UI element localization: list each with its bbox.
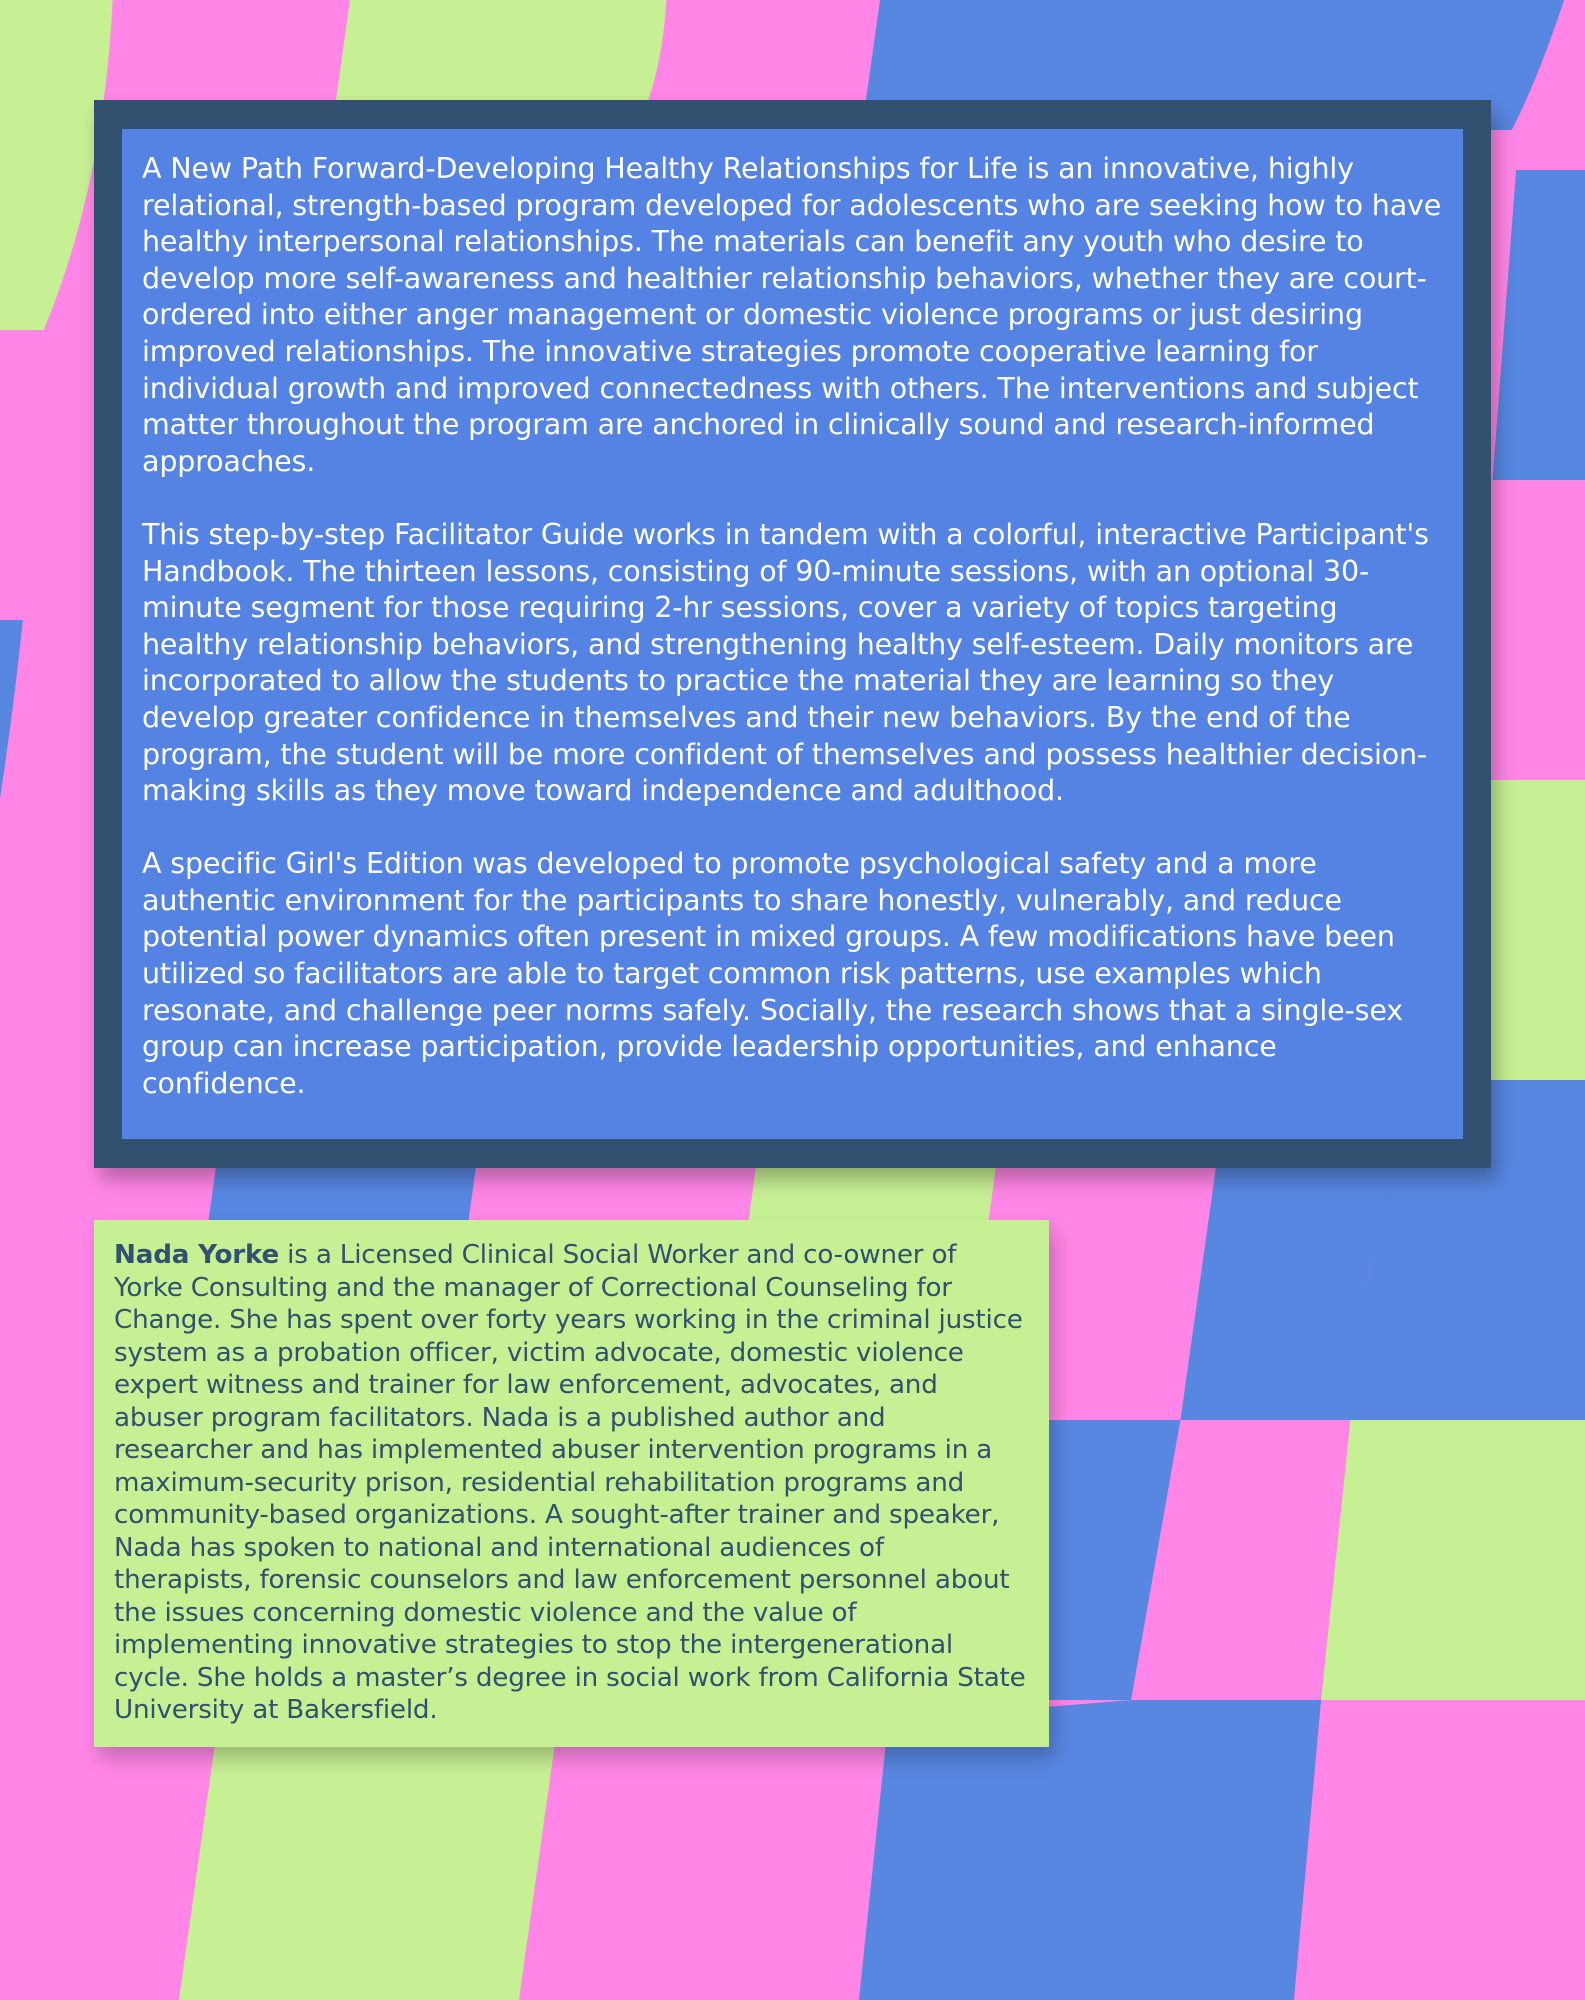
description-paragraph-2: This step-by-step Facilitator Guide works in tandem with a colorful, interactive Participant's Handbook. The thirteen lessons, consisting of 90-minute sessions, with an optional 30-minute segment for those requiring 2-hr sessions, cover a variety of topics targeting healthy relationship behaviors, and strengthening healthy self-esteem. Daily monitors are incorporated to allow the students to practice the material they are learning so they develop greater confidence in themselves and their new behaviors. By the end of the program, the student will be more confident of themselves and possess healthier decision-making skills as they move toward independence and adulthood. bbox=[142, 517, 1429, 808]
author-bio-text: is a Licensed Clinical Social Worker and co-owner of Yorke Consulting and the manager of Correctional Counseling for Change. She has spent over forty years working in the criminal justice system as a probation officer, victim advocate, domestic violence expert witness and trainer for law enforcement, advocates, and abuser program facilitators. Nada is a published author and researcher and has implemented abuser intervention programs in a maximum-security prison, residential rehabilitation programs and community-based organizations. A sought-after trainer and speaker, Nada has spoken to national and international audiences of therapists, forensic counselors and law enforcement personnel about the issues concerning domestic violence and the value of implementing innovative strategies to stop the intergenerational cycle. She holds a master’s degree in social work from California State University at Bakersfield. bbox=[114, 1240, 1026, 1725]
author-bio-paragraph bbox=[114, 1239, 1029, 1727]
program-description-frame bbox=[94, 100, 1491, 1168]
program-description-panel bbox=[122, 129, 1463, 1139]
description-paragraph-1: A New Path Forward-Developing Healthy Relationships for Life is an innovative, highly relational, strength-based program developed for adolescents who are seeking how to have healthy interpersonal relationships. The materials can benefit any youth who desire to develop more self-awareness and healthier relationship behaviors, whether they are court-ordered into either anger management or domestic violence programs or just desiring improved relationships. The innovative strategies promote cooperative learning for individual growth and improved connectedness with others. The interventions and subject matter throughout the program are anchored in clinically sound and research-informed approaches. bbox=[142, 152, 1442, 478]
author-bio-panel bbox=[94, 1220, 1049, 1747]
author-name: Nada Yorke bbox=[114, 1240, 280, 1270]
description-paragraph-3: A specific Girl's Edition was developed to promote psychological safety and a more authentic environment for the participants to share honestly, vulnerably, and reduce potential power dynamics often present in mixed groups. A few modifications have been utilized so facilitators are able to target common risk patterns, use examples which resonate, and challenge peer norms safely. Socially, the research shows that a single-sex group can increase participation, provide leadership opportunities, and enhance confidence. bbox=[142, 847, 1403, 1100]
